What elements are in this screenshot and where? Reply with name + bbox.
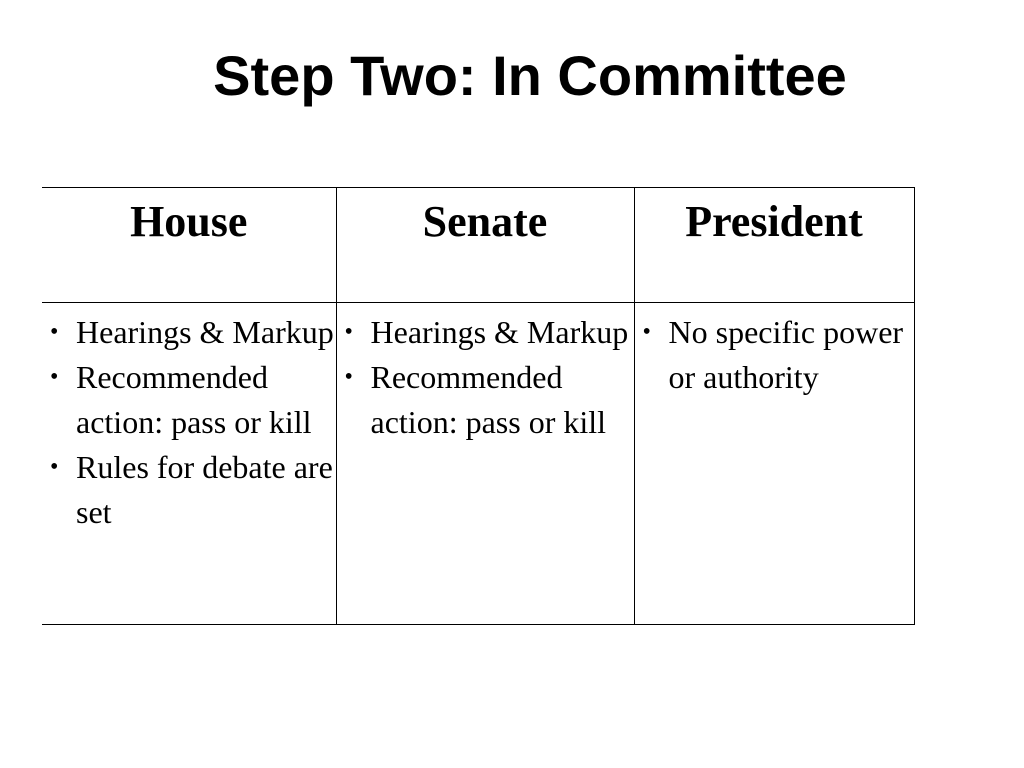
senate-cell [336, 303, 634, 625]
list-item [344, 310, 634, 355]
header-house: House [42, 188, 336, 303]
slide-title: Step Two: In Committee [213, 44, 847, 107]
branches-table [42, 187, 915, 625]
bullet-icon: • [50, 319, 59, 345]
bullet-icon: • [50, 364, 59, 390]
list-item-text: Hearings & Markup [76, 314, 334, 350]
list-item-text: Recommended action: pass or kill [76, 359, 312, 440]
list-item-text: Hearings & Markup [370, 314, 629, 350]
header-president: President [634, 188, 914, 303]
header-senate: Senate [336, 188, 634, 303]
house-cell [42, 303, 336, 625]
header-row [42, 188, 914, 303]
senate-bullet-list [337, 310, 634, 445]
bullet-icon: • [50, 454, 59, 480]
list-item [50, 310, 336, 355]
list-item [50, 445, 336, 535]
list-item-text: Recommended action: pass or kill [370, 359, 607, 440]
bullet-icon: • [344, 364, 353, 390]
president-cell [634, 303, 914, 625]
list-item [642, 310, 914, 400]
list-item-text: No specific power or authority [668, 314, 904, 395]
house-bullet-list [42, 310, 336, 535]
bullet-icon: • [344, 319, 353, 345]
list-item-text: Rules for debate are set [76, 449, 333, 530]
president-bullet-list [635, 310, 914, 400]
body-row [42, 303, 914, 625]
list-item [344, 355, 634, 445]
list-item [50, 355, 336, 445]
bullet-icon: • [642, 319, 651, 345]
